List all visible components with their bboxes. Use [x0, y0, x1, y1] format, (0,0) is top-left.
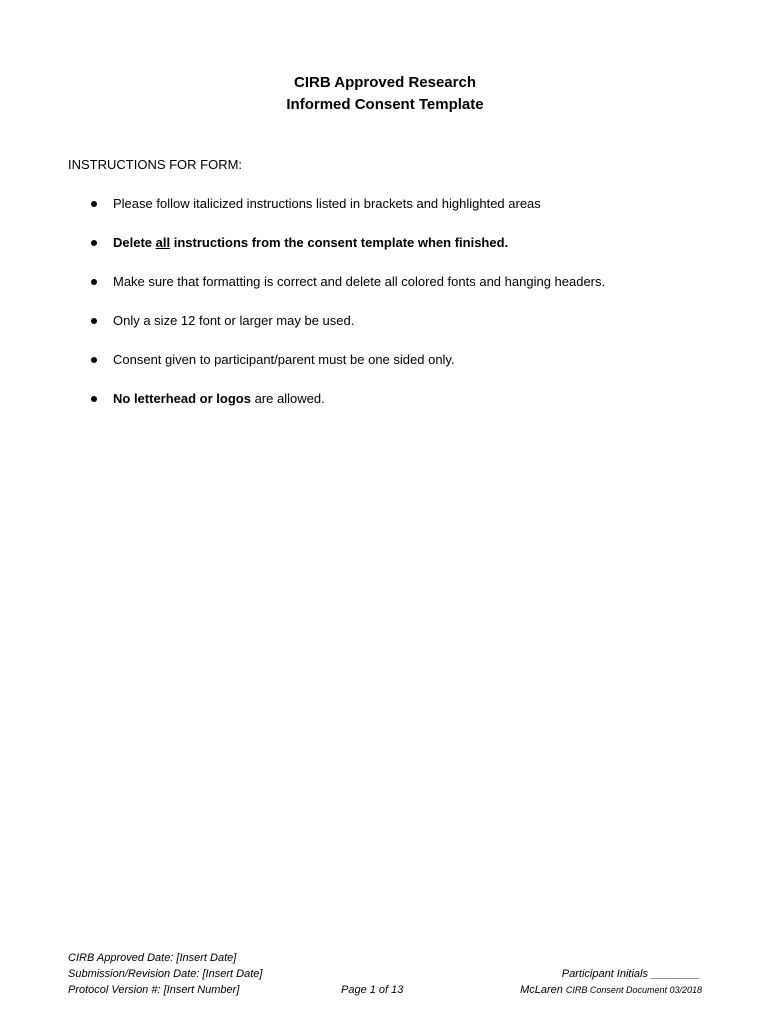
document-label	[520, 982, 702, 998]
revision-date: Submission/Revision Date: [Insert Date]	[68, 968, 263, 980]
bullet-icon	[91, 357, 97, 363]
instruction-text: Make sure that formatting is correct and delete all colored fonts and hanging headers.	[113, 274, 606, 289]
bullet-icon	[91, 240, 97, 246]
list-item	[88, 273, 728, 291]
instruction-text-post: are allowed.	[250, 391, 325, 406]
instruction-text-underlined: all	[155, 235, 171, 250]
instruction-text: Please follow italicized instructions listed in brackets and highlighted areas	[113, 196, 541, 211]
title-line-1: CIRB Approved Research	[294, 74, 476, 91]
list-item	[88, 312, 728, 330]
list-item	[88, 234, 728, 252]
bullet-icon	[91, 279, 97, 285]
bullet-icon	[91, 396, 97, 402]
org-name: McLaren	[520, 984, 563, 996]
instruction-text-bold: No letterhead or logos	[113, 391, 251, 406]
list-item	[88, 390, 728, 408]
bullet-icon	[91, 318, 97, 324]
participant-initials: Participant Initials ________	[561, 968, 700, 980]
footer-left	[68, 950, 262, 998]
instruction-text-post: instructions from the consent template when finished.	[170, 235, 509, 250]
instruction-text-pre: Delete	[113, 235, 156, 250]
instruction-text: Only a size 12 font or larger may be used.	[113, 313, 355, 328]
bullet-icon	[91, 201, 97, 207]
list-item	[88, 195, 728, 213]
page-number: Page 1 of 13	[341, 984, 404, 996]
instruction-text: Consent given to participant/parent must be one sided only.	[113, 352, 455, 367]
instructions-list	[88, 195, 728, 429]
title-line-2: Informed Consent Template	[286, 96, 484, 113]
doc-label: CIRB Consent Document 03/2018	[565, 985, 702, 995]
approved-date: CIRB Approved Date: [Insert Date]	[68, 952, 237, 964]
list-item	[88, 351, 728, 369]
document-title	[0, 72, 770, 116]
protocol-version: Protocol Version #: [Insert Number]	[68, 984, 240, 996]
instructions-heading: INSTRUCTIONS FOR FORM:	[68, 157, 243, 172]
